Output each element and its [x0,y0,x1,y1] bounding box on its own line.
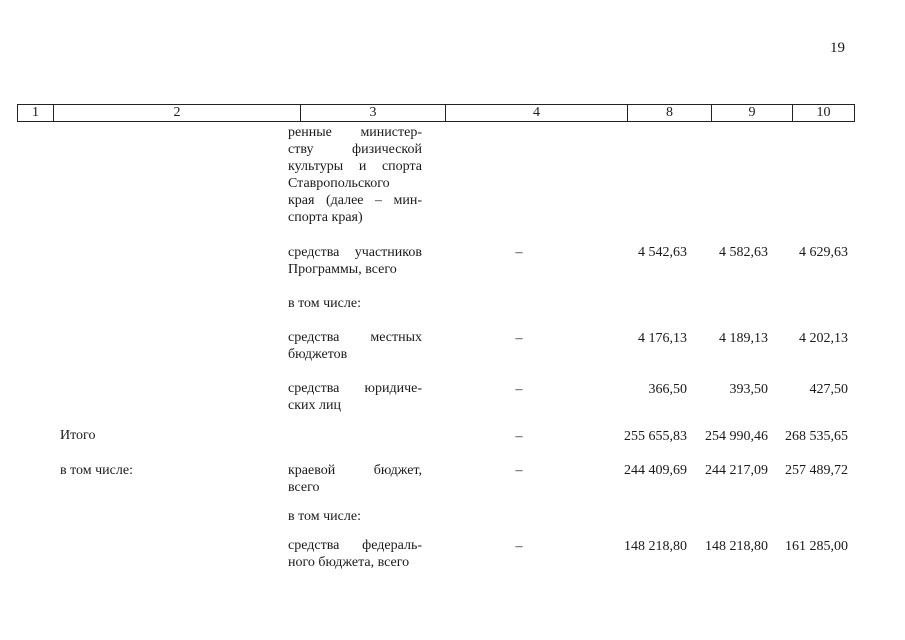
regional-budget-label-line: всего [288,480,320,495]
total-breakdown-label: в том числе: [60,463,133,478]
header-col-8: 8 [628,105,712,121]
local-budgets-label-line: бюджетов [288,347,348,362]
participants-label [288,244,422,278]
header-col-3: 3 [301,105,446,121]
header-col-10: 10 [816,105,831,120]
legal-entities-label [288,380,422,414]
regional-budget-col4: – [515,463,523,478]
total-label: Итого [60,428,96,443]
participants-value-8: 4 542,63 [638,245,687,260]
local-budgets-col4: – [515,331,523,346]
page-number: 19 [830,40,845,56]
regional-budget-value-9: 244 217,09 [705,463,768,478]
legal-entities-value-10: 427,50 [809,382,848,397]
continuation-line: Ставропольского [288,176,390,191]
federal-budget-label-line: средства федераль- [288,538,422,553]
table-header-row [17,104,855,122]
continuation-line: края (далее – мин- [288,193,422,208]
continuation-line: спорта края) [288,210,363,225]
local-budgets-value-8: 4 176,13 [638,331,687,346]
in-that-number-label: в том числе: [288,296,361,311]
federal-budget-label [288,537,422,571]
legal-entities-value-9: 393,50 [729,382,768,397]
total-value-8: 255 655,83 [624,429,687,444]
continuation-text [288,124,422,226]
participants-label-line: средства участников [288,245,422,260]
regional-budget-label [288,462,422,496]
header-col-4: 4 [446,105,628,121]
regional-budget-value-8: 244 409,69 [624,463,687,478]
federal-budget-value-10: 161 285,00 [785,539,848,554]
local-budgets-value-10: 4 202,13 [799,331,848,346]
participants-col4: – [515,245,523,260]
participants-value-9: 4 582,63 [719,245,768,260]
local-budgets-label [288,329,422,363]
total-value-10: 268 535,65 [785,429,848,444]
total-value-9: 254 990,46 [705,429,768,444]
participants-value-10: 4 629,63 [799,245,848,260]
local-budgets-label-line: средства местных [288,330,422,345]
legal-entities-label-line: средства юридиче- [288,381,422,396]
continuation-line: ренные министер- [288,125,422,140]
federal-budget-value-8: 148 218,80 [624,539,687,554]
continuation-line: ству физической [288,142,422,157]
legal-entities-value-8: 366,50 [648,382,687,397]
continuation-line: культуры и спорта [288,159,422,174]
in-that-number-label: в том числе: [288,509,361,524]
federal-budget-value-9: 148 218,80 [705,539,768,554]
federal-budget-col4: – [515,539,523,554]
regional-budget-label-line: краевой бюджет, [288,463,422,478]
header-col-9: 9 [712,105,793,121]
local-budgets-value-9: 4 189,13 [719,331,768,346]
total-col4: – [515,429,523,444]
regional-budget-value-10: 257 489,72 [785,463,848,478]
legal-entities-label-line: ских лиц [288,398,341,413]
header-col-2: 2 [54,105,301,121]
header-col-1: 1 [18,105,54,121]
legal-entities-col4: – [515,382,523,397]
participants-label-line: Программы, всего [288,262,397,277]
federal-budget-label-line: ного бюджета, всего [288,555,410,570]
